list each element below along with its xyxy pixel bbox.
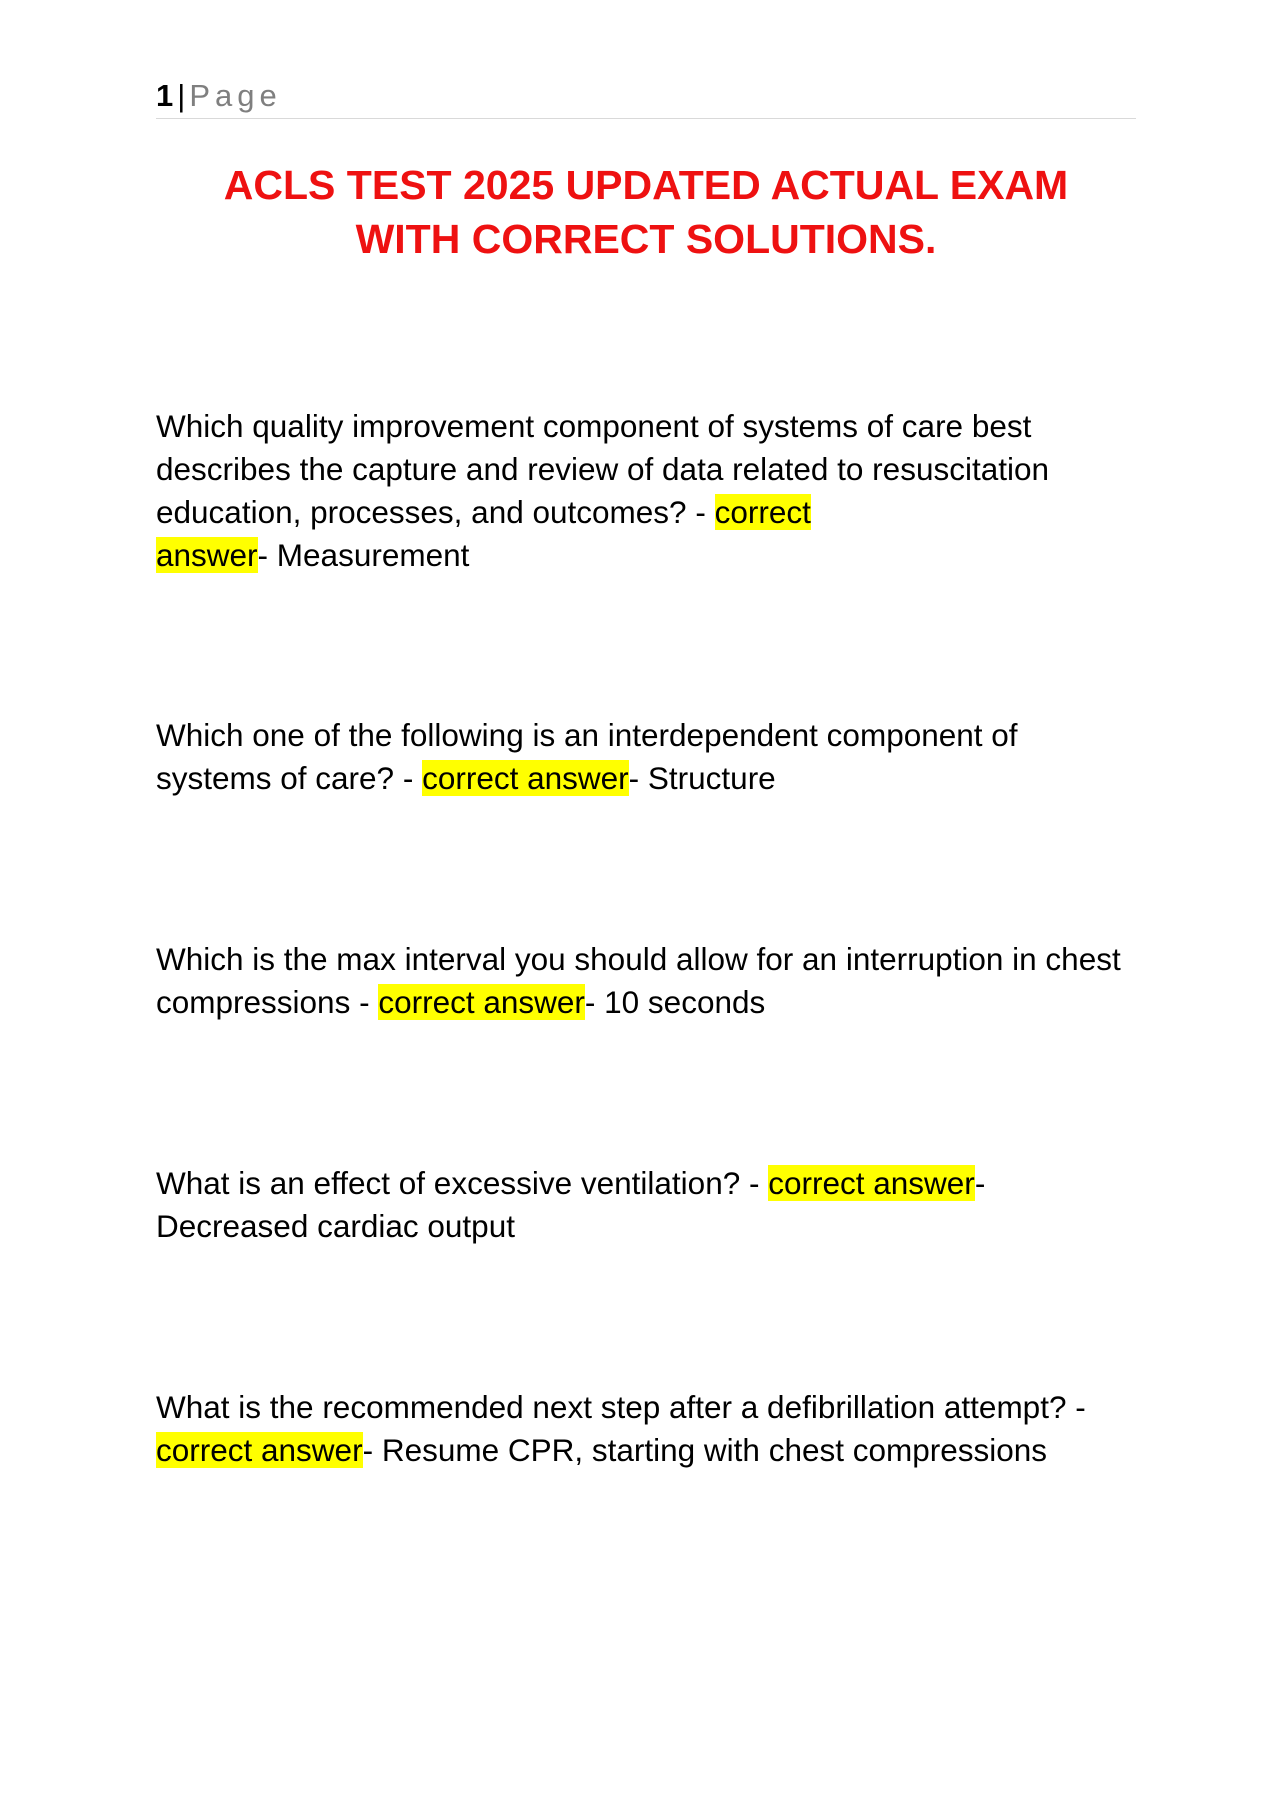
qa-item-1 <box>156 405 1140 577</box>
question-text: Which is the max interval you should allow for an interruption in chest compressions - <box>156 941 1121 1020</box>
qa-item-4 <box>156 1162 1140 1248</box>
question-text: What is an effect of excessive ventilation? - <box>156 1165 769 1201</box>
qa-item-3 <box>156 938 1140 1024</box>
page-number: 1 <box>156 78 174 113</box>
answer-text: - Measurement <box>257 537 470 573</box>
title-line-1: ACLS TEST 2025 UPDATED ACTUAL EXAM <box>223 162 1069 208</box>
page-separator: | <box>177 78 186 113</box>
page-header <box>156 76 1136 119</box>
answer-text: - Structure <box>628 760 776 796</box>
answer-marker: correct answer <box>422 760 629 796</box>
document-title <box>156 158 1136 266</box>
answer-text: Decreased cardiac output <box>156 1208 515 1244</box>
question-text: What is the recommended next step after a defibrillation attempt? - <box>156 1389 1086 1425</box>
qa-item-5 <box>156 1386 1140 1472</box>
page-label: Page <box>189 78 282 113</box>
answer-text: - Resume CPR, starting with chest compressions <box>362 1432 1048 1468</box>
question-text: Which quality improvement component of systems of care best describes the capture and review of data related to resuscitation education, processes, and outcomes? - <box>156 408 1050 530</box>
answer-text: - 10 seconds <box>584 984 766 1020</box>
answer-marker: correct <box>714 494 811 530</box>
qa-item-2 <box>156 714 1140 800</box>
answer-marker: correct answer <box>156 1432 363 1468</box>
answer-marker: correct answer <box>378 984 585 1020</box>
answer-marker: correct answer <box>768 1165 975 1201</box>
question-text: Which one of the following is an interdependent component of systems of care? - <box>156 717 1018 796</box>
answer-marker-continued: answer <box>156 537 258 573</box>
answer-dash: - <box>974 1165 986 1201</box>
title-line-2: WITH CORRECT SOLUTIONS. <box>355 216 937 262</box>
